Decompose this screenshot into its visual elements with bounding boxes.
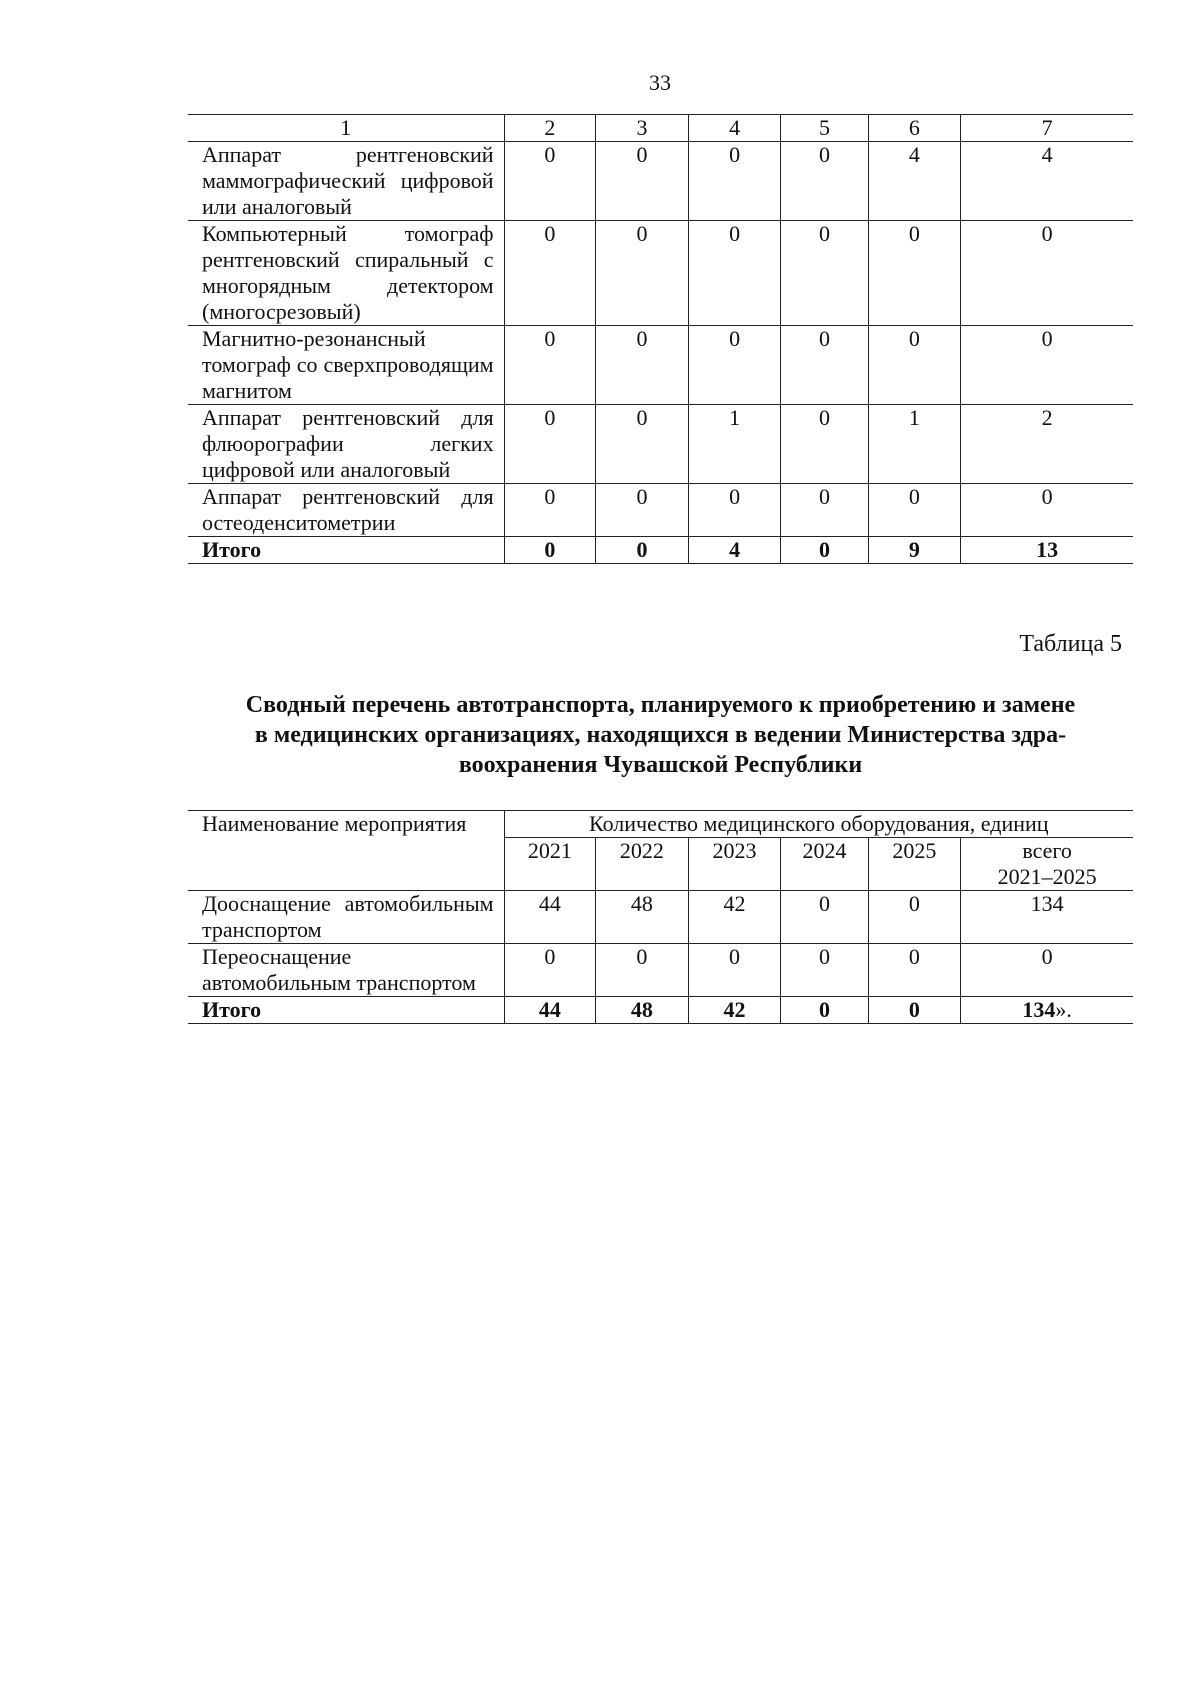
table-cell: 4 — [961, 142, 1133, 221]
total-column-line: всего — [1022, 838, 1072, 863]
total-cell: 44 — [504, 997, 596, 1024]
table-cell: 0 — [781, 326, 868, 405]
table-cell: 48 — [596, 891, 689, 944]
table-cell: 0 — [504, 142, 596, 221]
transport-table — [188, 810, 1133, 1024]
table-cell: 44 — [504, 891, 596, 944]
table-cell: 0 — [596, 326, 689, 405]
table-cell: 0 — [596, 221, 689, 326]
column-header: 5 — [781, 115, 868, 142]
year-header: 2024 — [781, 838, 868, 891]
table-row — [188, 326, 1133, 405]
table-cell: 0 — [504, 484, 596, 537]
column-header-group: Количество медицинского оборудования, единиц — [504, 811, 1133, 838]
total-cell: 4 — [688, 537, 781, 564]
table-cell: 0 — [596, 142, 689, 221]
total-cell — [961, 997, 1133, 1024]
table-cell: 0 — [781, 484, 868, 537]
year-header: 2025 — [868, 838, 961, 891]
table-cell: 0 — [504, 405, 596, 484]
row-name: Аппарат рентгеновский для флюорографии легких цифровой или аналоговый — [188, 405, 504, 484]
table-cell: 0 — [781, 944, 868, 997]
column-header: 6 — [868, 115, 961, 142]
total-cell: 9 — [868, 537, 961, 564]
table-cell: 0 — [688, 221, 781, 326]
table-cell: 0 — [868, 891, 961, 944]
column-header: 3 — [596, 115, 689, 142]
total-cell: 13 — [961, 537, 1133, 564]
total-cell: 0 — [781, 537, 868, 564]
table-cell: 0 — [596, 944, 689, 997]
total-row — [188, 537, 1133, 564]
total-label: Итого — [188, 537, 504, 564]
table-row — [188, 891, 1133, 944]
table-cell: 0 — [868, 944, 961, 997]
table-cell: 0 — [868, 326, 961, 405]
table-cell: 0 — [688, 326, 781, 405]
table-cell: 1 — [868, 405, 961, 484]
table-cell: 0 — [961, 484, 1133, 537]
total-cell: 48 — [596, 997, 689, 1024]
row-name: Дооснащение автомобильным транспортом — [188, 891, 504, 944]
total-column-header — [961, 838, 1133, 891]
total-cell: 0 — [596, 537, 689, 564]
column-header: 7 — [961, 115, 1133, 142]
title-line: в медицинских организациях, находящихся в ведении Министерства здра- — [254, 722, 1067, 748]
table-cell: 0 — [868, 221, 961, 326]
row-name: Переоснащение автомобильным транспортом — [188, 944, 504, 997]
total-cell: 42 — [688, 997, 781, 1024]
equipment-table — [188, 114, 1133, 564]
table-row — [188, 405, 1133, 484]
year-header: 2023 — [688, 838, 781, 891]
table-cell: 0 — [596, 484, 689, 537]
table-cell: 1 — [688, 405, 781, 484]
table-header-row — [188, 811, 1133, 838]
table-cell: 0 — [781, 405, 868, 484]
table-caption: Таблица 5 — [1019, 631, 1122, 657]
table-cell: 4 — [868, 142, 961, 221]
total-column-line: 2021–2025 — [997, 864, 1097, 889]
column-header-name: Наименование мероприятия — [188, 811, 504, 891]
column-header: 1 — [188, 115, 504, 142]
column-header: 4 — [688, 115, 781, 142]
table-cell: 0 — [504, 221, 596, 326]
table-cell: 0 — [961, 326, 1133, 405]
year-header: 2021 — [504, 838, 596, 891]
row-name: Магнитно-резонансный томограф со сверхпроводящим магнитом — [188, 326, 504, 405]
table-row — [188, 944, 1133, 997]
table-cell: 2 — [961, 405, 1133, 484]
title-line: воохранения Чувашской Республики — [458, 752, 863, 778]
table-cell: 0 — [781, 221, 868, 326]
row-name: Аппарат рентгеновский маммографический цифровой или аналоговый — [188, 142, 504, 221]
title-line: Сводный перечень автотранспорта, планируемого к приобретению и замене — [245, 692, 1076, 718]
table-row — [188, 142, 1133, 221]
table-cell: 0 — [688, 142, 781, 221]
table-cell: 0 — [688, 484, 781, 537]
table-row — [188, 484, 1133, 537]
table-cell: 0 — [504, 944, 596, 997]
closing-quote: ». — [1055, 997, 1072, 1022]
table-header-row — [188, 115, 1133, 142]
row-name: Аппарат рентгеновский для остеоденситометрии — [188, 484, 504, 537]
table-cell: 0 — [961, 944, 1133, 997]
page-number: 33 — [649, 70, 671, 95]
table-cell: 0 — [781, 142, 868, 221]
table-cell: 0 — [688, 944, 781, 997]
total-cell: 0 — [504, 537, 596, 564]
table-cell: 0 — [961, 221, 1133, 326]
row-name: Компьютерный томограф рентгеновский спиральный с многорядным детектором (многосрезовый) — [188, 221, 504, 326]
table-row — [188, 221, 1133, 326]
total-label: Итого — [188, 997, 504, 1024]
table-title — [188, 690, 1133, 780]
year-header: 2022 — [596, 838, 689, 891]
table-cell: 134 — [961, 891, 1133, 944]
table-cell: 0 — [504, 326, 596, 405]
table-cell: 42 — [688, 891, 781, 944]
total-row — [188, 997, 1133, 1024]
total-value: 134 — [1022, 997, 1056, 1022]
column-header: 2 — [504, 115, 596, 142]
table-cell: 0 — [596, 405, 689, 484]
table-cell: 0 — [868, 484, 961, 537]
total-cell: 0 — [868, 997, 961, 1024]
table-cell: 0 — [781, 891, 868, 944]
total-cell: 0 — [781, 997, 868, 1024]
